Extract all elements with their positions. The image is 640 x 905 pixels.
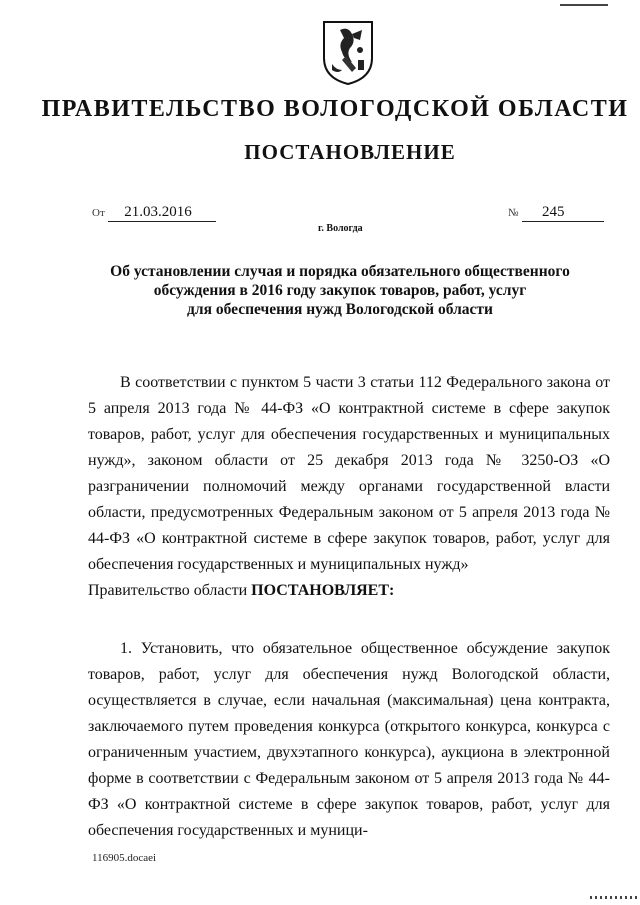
document-body: [88, 370, 610, 844]
date-prefix: От: [92, 207, 105, 219]
date-field: [92, 204, 216, 222]
organization-title: ПРАВИТЕЛЬСТВО ВОЛОГОДСКОЙ ОБЛАСТИ: [41, 96, 629, 122]
scan-mark-bottom: [590, 896, 638, 899]
number-value: 245: [522, 204, 604, 222]
document-subject: [90, 262, 590, 319]
subject-line: Об установлении случая и порядка обязательного общественного: [110, 263, 570, 280]
date-value: 21.03.2016: [108, 204, 216, 222]
decree-word: ПОСТАНОВЛЯЕТ:: [251, 582, 395, 599]
item-1-paragraph: 1. Установить, что обязательное общественное обсуждение закупок товаров, работ, услуг для обеспечения нужд Вологодской области, осуществляется в случае, если начальная (максимальная) цена контракта, заключаемого путем проведения конкурса (открытого конкурса, конкурса с ограниченным участием, двухэтапного конкурса), аукциона в электронной форме в соответствии с Федеральным законом от 5 апреля 2013 года № 44-ФЗ «О контрактной системе в сфере закупок товаров, работ, услуг для обеспечения государственных и муници-: [88, 640, 610, 839]
scan-mark: [560, 4, 608, 6]
document-type: ПОСТАНОВЛЕНИЕ: [244, 140, 456, 164]
vologda-coat-of-arms-icon: [322, 20, 374, 86]
number-prefix: №: [508, 207, 519, 219]
number-field: [508, 204, 604, 222]
subject-line: обсуждения в 2016 году закупок товаров, работ, услуг: [153, 282, 527, 299]
city-label: г. Вологда: [318, 223, 363, 234]
preamble-paragraph: В соответствии с пунктом 5 части 3 статьи 112 Федерального закона от 5 апреля 2013 года № 44-ФЗ «О контрактной системе в сфере закупок товаров, работ, услуг для обеспечения государственных и муниципальных нужд», законом области от 25 декабря 2013 года № 3250-ОЗ «О разграничении полномочий между органами государственной власти области, предусмотренных Федеральным законом от 5 апреля 2013 года № 44-ФЗ «О контрактной системе в сфере закупок товаров, работ, услуг для обеспечения государственных и муниципальных нужд»: [88, 374, 610, 573]
file-id: 116905.docaei: [92, 852, 157, 864]
subject-line: для обеспечения нужд Вологодской области: [187, 301, 493, 318]
decree-prefix: Правительство области: [88, 582, 252, 599]
decree-paragraph: [88, 578, 610, 604]
